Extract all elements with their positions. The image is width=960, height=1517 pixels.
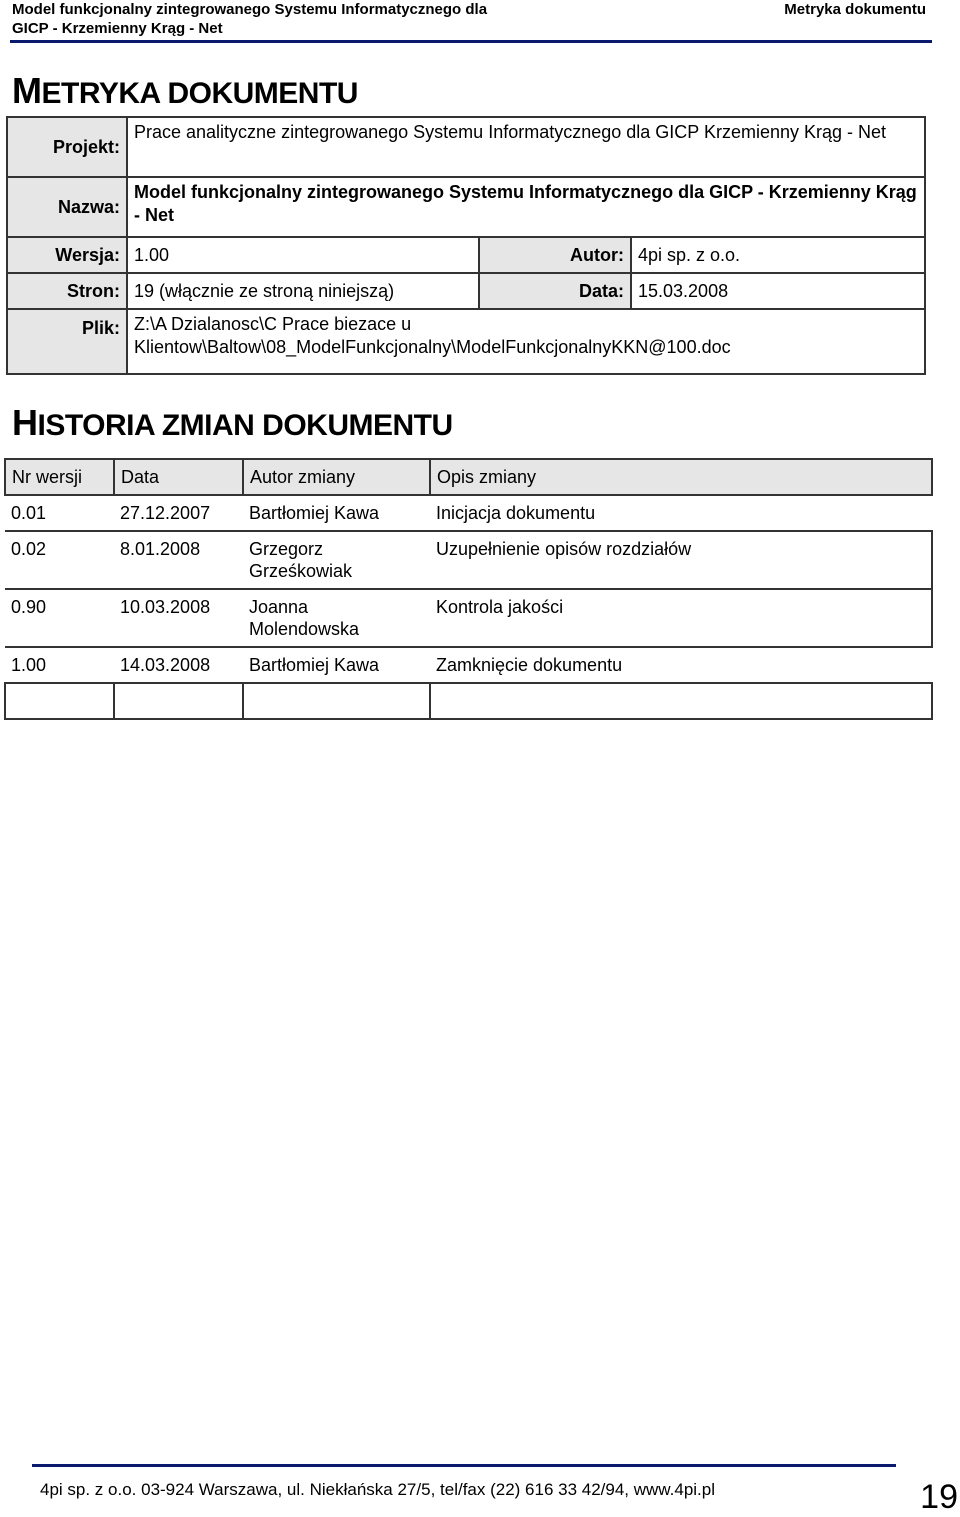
nazwa-label: Nazwa: <box>7 177 127 237</box>
plik-label: Plik: <box>7 309 127 374</box>
table-cell: Uzupełnienie opisów rozdziałów <box>430 531 932 589</box>
table-cell: 10.03.2008 <box>114 589 243 647</box>
table-cell <box>114 683 243 719</box>
page-number: 19 <box>920 1478 958 1516</box>
table-cell <box>5 683 114 719</box>
data-label: Data: <box>479 273 631 309</box>
table-cell <box>243 683 430 719</box>
table-row <box>5 647 932 683</box>
table-cell: 0.90 <box>5 589 114 647</box>
table-cell: Kontrola jakości <box>430 589 932 647</box>
projekt-value: Prace analityczne zintegrowanego Systemu Informatycznego dla GICP Krzemienny Krąg - Net <box>127 117 925 177</box>
column-header: Opis zmiany <box>430 459 932 495</box>
table-row <box>5 495 932 531</box>
table-header-row <box>5 459 932 495</box>
table-cell: 1.00 <box>5 647 114 683</box>
table-cell: 14.03.2008 <box>114 647 243 683</box>
header-title-line1: Model funkcjonalny zintegrowanego Systemu Informatycznego dla <box>12 1 488 18</box>
header-title-line2: GICP - Krzemienny Krąg - Net <box>12 20 223 37</box>
autor-value: 4pi sp. z o.o. <box>631 237 925 273</box>
column-header: Autor zmiany <box>243 459 430 495</box>
autor-label: Autor: <box>479 237 631 273</box>
historia-table <box>4 458 933 720</box>
column-header: Data <box>114 459 243 495</box>
wersja-label: Wersja: <box>7 237 127 273</box>
table-cell: Inicjacja dokumentu <box>430 495 932 531</box>
header-section: Metryka dokumentu <box>784 1 926 18</box>
header-rule <box>10 40 932 43</box>
header-title <box>12 0 487 38</box>
table-cell: Bartłomiej Kawa <box>243 647 430 683</box>
table-cell: Bartłomiej Kawa <box>243 495 430 531</box>
historia-heading: HISTORIA ZMIAN DOKUMENTU <box>12 402 453 443</box>
table-cell: 0.01 <box>5 495 114 531</box>
data-value: 15.03.2008 <box>631 273 925 309</box>
metryka-table <box>6 116 926 375</box>
table-cell: Zamknięcie dokumentu <box>430 647 932 683</box>
projekt-label: Projekt: <box>7 117 127 177</box>
wersja-value: 1.00 <box>127 237 479 273</box>
table-cell: Grzegorz Grześkowiak <box>243 531 430 589</box>
table-row <box>5 589 932 647</box>
footer-text: 4pi sp. z o.o. 03-924 Warszawa, ul. Niekłańska 27/5, tel/fax (22) 616 33 42/94, www.4pi.pl <box>40 1480 716 1499</box>
metryka-heading: METRYKA DOKUMENTU <box>12 70 358 111</box>
stron-label: Stron: <box>7 273 127 309</box>
stron-value: 19 (włącznie ze stroną niniejszą) <box>127 273 479 309</box>
table-cell <box>430 683 932 719</box>
table-row <box>5 683 932 719</box>
table-cell: Joanna Molendowska <box>243 589 430 647</box>
plik-value: Z:\A Dzialanosc\C Prace biezace u Klientow\Baltow\08_ModelFunkcjonalny\ModelFunkcjonalnyKKN@100.doc <box>127 309 925 374</box>
table-row <box>5 531 932 589</box>
nazwa-value: Model funkcjonalny zintegrowanego Systemu Informatycznego dla GICP - Krzemienny Krąg - Net <box>127 177 925 237</box>
footer-rule <box>32 1464 896 1467</box>
table-cell: 0.02 <box>5 531 114 589</box>
table-cell: 27.12.2007 <box>114 495 243 531</box>
table-cell: 8.01.2008 <box>114 531 243 589</box>
column-header: Nr wersji <box>5 459 114 495</box>
